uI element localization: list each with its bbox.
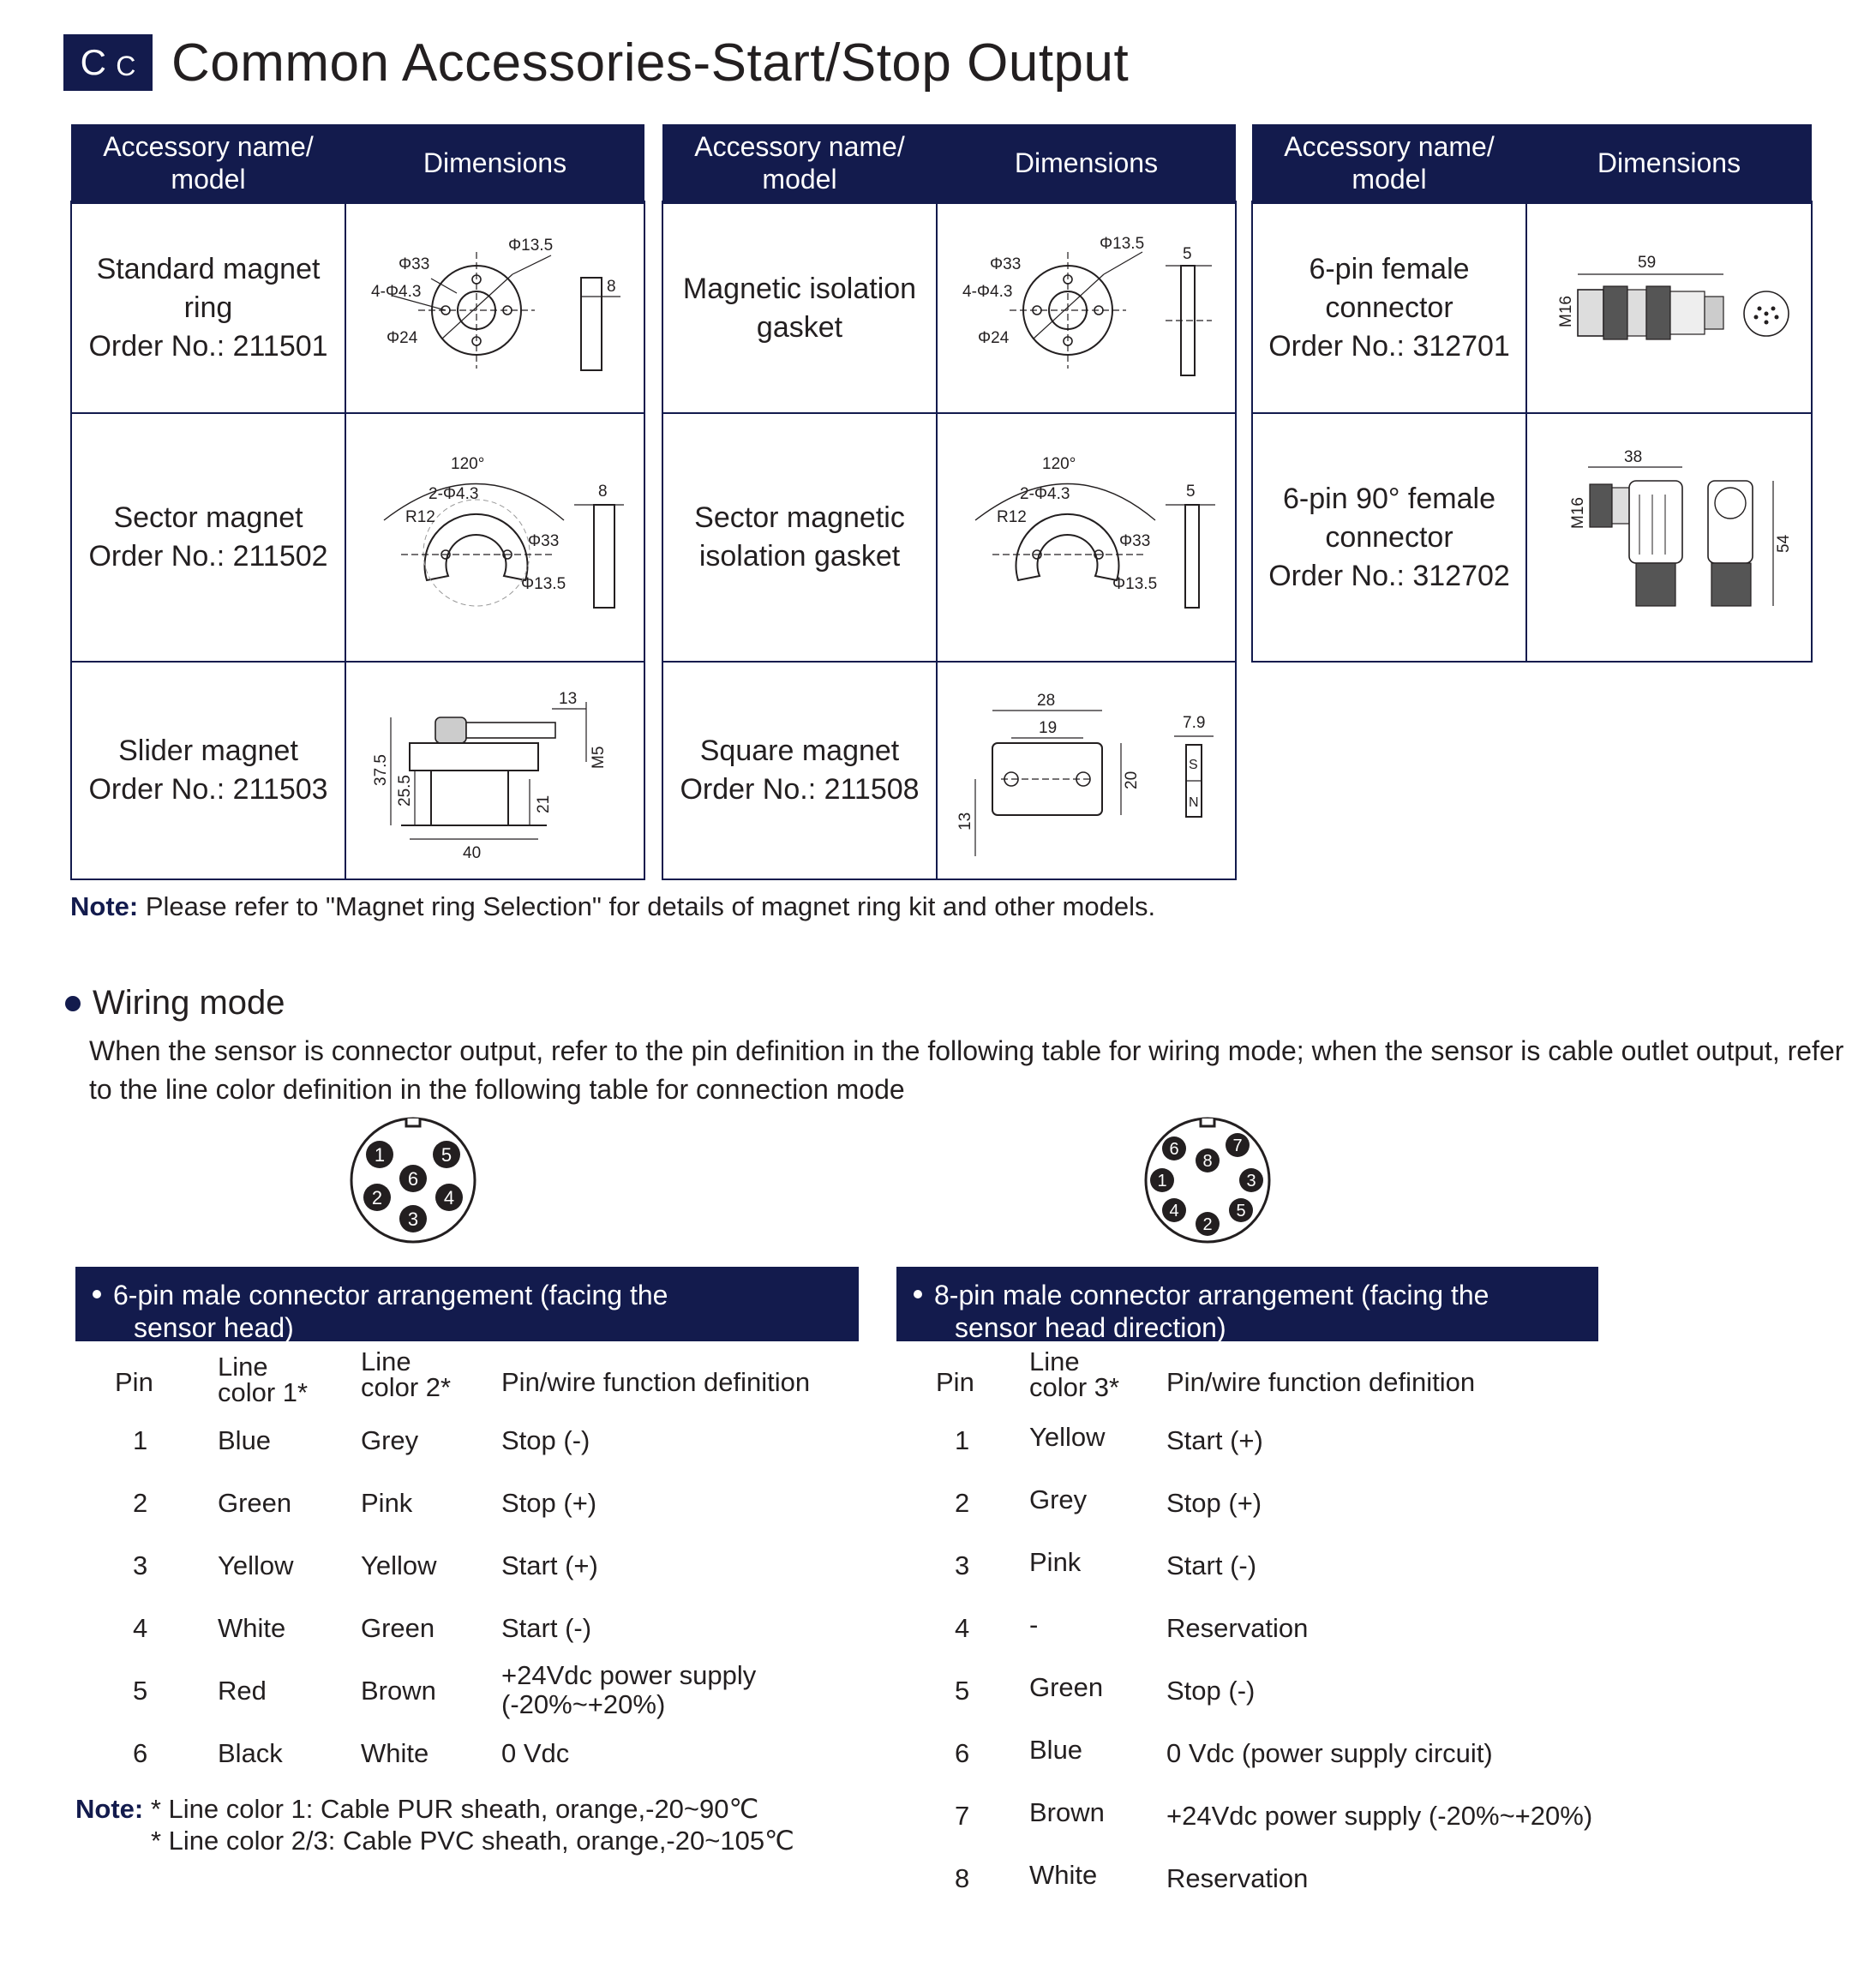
header-dimensions: Dimensions [1526,124,1812,202]
dim-label: R12 [405,508,435,526]
dim-label: Φ33 [527,532,559,550]
isolation-gasket-drawing [941,214,1232,403]
line-color-2: Pink [361,1488,413,1518]
dim-label: 13 [956,812,974,831]
pin-number: 5 [133,1676,148,1706]
function: 0 Vdc (power supply circuit) [1166,1738,1493,1768]
dim-label: 20 [1122,771,1141,789]
pin-2 [363,1184,391,1211]
header-accessory-name: Accessory name/ model [662,124,937,202]
svg-text:1: 1 [1157,1172,1167,1190]
pin-number: 5 [955,1676,970,1706]
dim-label: 2-Φ4.3 [1019,485,1070,503]
svg-text:5: 5 [1236,1202,1246,1220]
dim-label: 13 [558,690,577,708]
pin-number: 4 [955,1613,970,1643]
pin-8 [1196,1148,1220,1172]
accessory-name-6pin-female-connector: 6-pin female connector Order No.: 312701 [1252,202,1526,413]
function: Start (+) [501,1550,598,1580]
line-color-3: Brown [1029,1797,1105,1827]
accessory-name-sector-isolation-gasket: Sector magnetic isolation gasket [662,413,937,662]
line-color-3: Blue [1029,1735,1083,1765]
function: +24Vdc power supply (-20%~+20%) [1166,1801,1593,1831]
pin-number: 8 [955,1863,970,1893]
svg-text:6: 6 [407,1168,419,1190]
dim-label: 7.9 [1182,714,1205,732]
pin-number: 4 [133,1613,148,1643]
banner-line-2: sensor head) [134,1312,294,1343]
table-row [1252,413,1812,662]
pin-5 [433,1141,460,1168]
banner-line-2: sensor head direction) [955,1312,1226,1343]
table-row [662,413,1236,662]
pin-5 [1229,1198,1253,1222]
pin-4 [1162,1198,1186,1222]
pin-4 [435,1184,463,1211]
function: Start (-) [501,1613,592,1643]
dim-label: 40 [462,844,481,862]
dimension-cell [1526,413,1812,662]
square-magnet-drawing [941,676,1232,865]
dim-label: Φ13.5 [1112,575,1157,593]
line-color-1: Red [218,1676,267,1706]
dim-label: M5 [589,746,608,769]
svg-text:4: 4 [1169,1202,1179,1220]
header-pin: Pin [115,1367,153,1397]
header-line-color-3: Line color 3* [1029,1346,1120,1402]
table-header-row [1252,124,1812,202]
header-accessory-name: Accessory name/ model [71,124,345,202]
note-label: Note: [75,1794,144,1824]
function: Reservation [1166,1613,1309,1643]
pin-number: 2 [133,1488,148,1518]
accessory-table-3 [1251,124,1813,663]
function: Start (+) [1166,1425,1263,1455]
line-color-2: White [361,1738,429,1768]
dim-label: 5 [1185,483,1196,501]
line-color-1: Green [218,1488,292,1518]
banner-line-1: 8-pin male connector arrangement (facing the [934,1280,1489,1310]
pin-number: 1 [955,1425,970,1455]
pin-number: 6 [955,1738,970,1768]
svg-text:3: 3 [407,1208,419,1230]
dimension-cell [937,662,1236,879]
line-color-3: Grey [1029,1484,1088,1514]
function: Stop (-) [1166,1676,1256,1706]
pole-label: N [1188,795,1199,810]
line-color-note [75,1793,794,1856]
dimension-cell [937,413,1236,662]
function: 0 Vdc [501,1738,570,1768]
page-title: Common Accessories-Start/Stop Output [171,33,1130,93]
banner-line-1: 6-pin male connector arrangement (facing the [113,1280,668,1310]
cc-badge [63,34,153,91]
dim-label: Φ24 [977,328,1009,347]
dim-label: 19 [1038,719,1057,737]
function: Reservation [1166,1863,1309,1893]
six-pin-diagram [347,1114,479,1246]
accessory-name-square-magnet: Square magnet Order No.: 211508 [662,662,937,879]
svg-text:5: 5 [441,1144,453,1166]
table-header-row [71,124,644,202]
accessory-name-6pin-90-female-connector: 6-pin 90° female connector Order No.: 312702 [1252,413,1526,662]
table-row [662,202,1236,413]
dim-label: 28 [1036,692,1055,710]
table-row [662,662,1236,879]
pin-2 [1196,1212,1220,1236]
accessory-note [70,891,1155,922]
line-color-3: Green [1029,1672,1104,1702]
accessory-name-magnetic-isolation-gasket: Magnetic isolation gasket [662,202,937,413]
dim-label: M16 [1568,497,1587,529]
header-accessory-name: Accessory name/ model [1252,124,1526,202]
table-row [1252,202,1812,413]
dim-label: Φ13.5 [520,575,566,593]
pin-6 [399,1165,427,1192]
pin-number: 1 [133,1425,148,1455]
dim-label: 2-Φ4.3 [428,485,478,503]
dim-label: Φ33 [1118,532,1150,550]
angled-connector-drawing [1528,443,1811,632]
dim-label: Φ24 [386,328,417,347]
accessory-table-1 [70,124,645,880]
header-function: Pin/wire function definition [1166,1367,1476,1397]
dimension-cell [345,202,644,413]
title-row [63,33,1129,93]
dim-label: 25.5 [395,775,414,807]
pin-number: 3 [955,1550,970,1580]
pin-number: 7 [955,1801,970,1831]
dim-label: Φ33 [398,255,429,273]
wiring-heading-text: Wiring mode [93,984,285,1022]
svg-text:4: 4 [443,1187,455,1208]
table-header-row [662,124,1236,202]
accessory-name-slider-magnet: Slider magnet Order No.: 211503 [71,662,345,879]
line-color-1: Black [218,1738,283,1768]
accessory-name-sector-magnet: Sector magnet Order No.: 211502 [71,413,345,662]
pin-number: 6 [133,1738,148,1768]
dim-label: R12 [996,508,1027,526]
dim-label: Φ13.5 [507,236,553,255]
pin-3 [399,1205,427,1232]
accessory-name-standard-magnet-ring: Standard magnet ring Order No.: 211501 [71,202,345,413]
line-color-1: Blue [218,1425,272,1455]
function: Stop (-) [501,1425,590,1455]
svg-text:2: 2 [371,1187,383,1208]
dim-label: 120° [450,455,484,473]
svg-text:1: 1 [374,1144,386,1166]
header-line-color-1: Line color 1* [218,1352,309,1407]
line-color-3: - [1029,1610,1039,1640]
line-color-2: Green [361,1613,435,1643]
eight-pin-diagram [1142,1114,1274,1246]
function: +24Vdc power supply (-20%~+20%) [501,1660,757,1719]
slider-magnet-drawing [350,676,641,865]
dim-label: 4-Φ4.3 [962,282,1012,301]
dim-label: 120° [1041,455,1076,473]
note-text: Please refer to "Magnet ring Selection" for details of magnet ring kit and other models. [138,891,1156,921]
standard-ring-drawing [350,214,641,403]
header-line-color-2: Line color 2* [361,1346,452,1402]
dim-label: 38 [1623,448,1642,466]
line-color-3: Yellow [1029,1422,1106,1452]
note-label: Note: [70,891,139,921]
dim-label: M16 [1556,295,1575,327]
dim-label: 4-Φ4.3 [370,282,421,301]
line-color-2: Yellow [361,1550,437,1580]
line-color-3: Pink [1029,1547,1082,1577]
header-dimensions: Dimensions [937,124,1236,202]
table-row [71,413,644,662]
header-dimensions: Dimensions [345,124,644,202]
svg-text:8: 8 [1202,1152,1213,1171]
badge-letter-right: C [116,50,136,81]
header-function: Pin/wire function definition [501,1367,811,1397]
dim-label: 37.5 [371,754,390,786]
svg-text:3: 3 [1246,1172,1256,1190]
dim-label: 5 [1182,244,1192,263]
dim-label: Φ13.5 [1099,234,1144,253]
wiring-description: When the sensor is connector output, refer to the pin definition in the following table for wiring mode; when the sensor is cable outlet output, refer to the line color definition in the following table for connection mode [89,1035,1844,1105]
pin-1 [1150,1168,1174,1192]
accessory-table-2 [662,124,1237,880]
line-color-2: Brown [361,1676,436,1706]
sector-gasket-drawing [941,452,1232,623]
pin-1 [366,1141,393,1168]
line-color-3: White [1029,1860,1098,1890]
svg-text:7: 7 [1232,1136,1243,1155]
badge-letter-left: C [80,42,106,82]
table-row [71,202,644,413]
pin-number: 3 [133,1550,148,1580]
pin-3 [1239,1168,1263,1192]
header-pin: Pin [936,1367,974,1397]
note-line-1: * Line color 1: Cable PUR sheath, orange,-20~90℃ [143,1794,759,1824]
dimension-cell [345,662,644,879]
dimension-cell [937,202,1236,413]
function: Stop (+) [1166,1488,1262,1518]
bullet-icon [93,1290,101,1298]
function: Stop (+) [501,1488,597,1518]
pin-number: 2 [955,1488,970,1518]
line-color-1: Yellow [218,1550,294,1580]
svg-text:2: 2 [1202,1215,1213,1234]
female-connector-drawing [1528,223,1811,394]
bullet-icon [65,996,81,1011]
bullet-icon [914,1290,922,1298]
dim-label: 8 [606,277,616,296]
pin-6 [1162,1136,1186,1160]
eight-pin-banner [896,1267,1598,1341]
dim-label: 54 [1774,534,1793,553]
six-pin-banner [75,1267,859,1341]
table-row [71,662,644,879]
svg-text:6: 6 [1169,1140,1179,1159]
line-color-1: White [218,1613,286,1643]
dim-label: 8 [597,483,608,501]
dim-label: 59 [1637,253,1656,272]
pole-label: S [1188,758,1198,772]
dimension-cell [345,413,644,662]
sector-magnet-drawing [350,452,641,623]
dim-label: 21 [534,795,553,813]
dim-label: Φ33 [989,255,1021,273]
note-line-2: * Line color 2/3: Cable PVC sheath, orange,-20~105℃ [151,1826,794,1856]
pin-7 [1226,1133,1250,1157]
wiring-heading [65,984,285,1022]
dimension-cell [1526,202,1812,413]
line-color-2: Grey [361,1425,419,1455]
function: Start (-) [1166,1550,1257,1580]
